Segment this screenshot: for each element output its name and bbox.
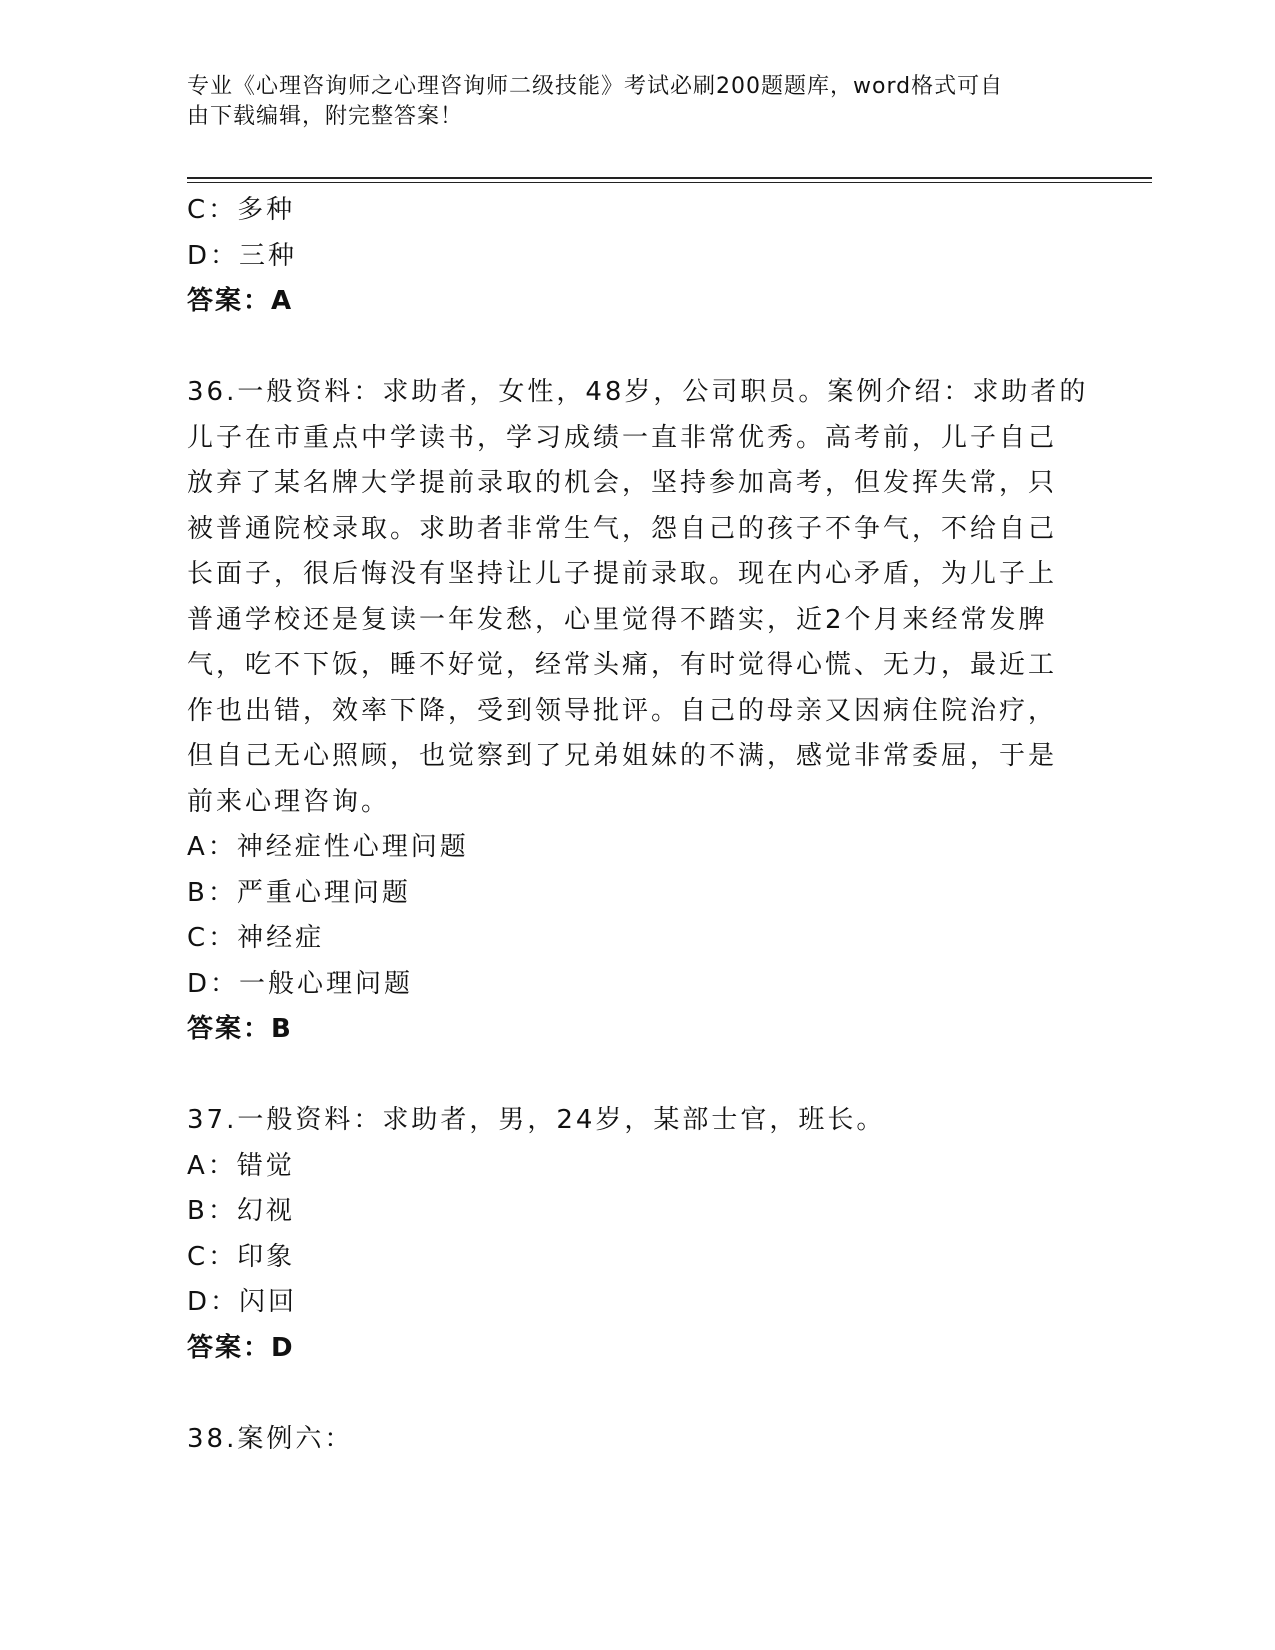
question-36	[187, 370, 1087, 1053]
header-line-1: 专业《心理咨询师之心理咨询师二级技能》考试必刷200题题库，word格式可自	[187, 74, 1004, 99]
answer-line: 答案：D	[187, 1332, 295, 1363]
option-a: A：错觉	[187, 1150, 295, 1181]
header-divider-thin	[187, 182, 1152, 183]
question-text-line: 长面子，很后悔没有坚持让儿子提前录取。现在内心矛盾，为儿子上	[187, 559, 1058, 589]
prev-question	[187, 188, 1087, 325]
option-d: D：闪回	[187, 1287, 298, 1317]
question-text-line: 儿子在市重点中学读书，学习成绩一直非常优秀。高考前，儿子自己	[187, 422, 1058, 453]
header-divider-thick	[187, 177, 1152, 179]
question-text-line: 作也出错，效率下降，受到领导批评。自己的母亲又因病住院治疗，	[187, 695, 1058, 726]
option-c: C：多种	[187, 195, 296, 225]
question-text-line: 被普通院校录取。求助者非常生气，怨自己的孩子不争气，不给自己	[187, 513, 1058, 544]
question-text-line: 放弃了某名牌大学提前录取的机会，坚持参加高考，但发挥失常，只	[187, 468, 1058, 498]
question-text-line: 38.案例六：	[187, 1423, 354, 1454]
option-b: B：严重心理问题	[187, 877, 411, 908]
header-line-2: 由下载编辑，附完整答案！	[187, 104, 464, 129]
option-d: D：一般心理问题	[187, 968, 414, 999]
question-text-line: 前来心理咨询。	[187, 786, 391, 817]
question-text-line: 36.一般资料：求助者，女性，48岁，公司职员。案例介绍：求助者的	[187, 377, 1089, 407]
option-c: C：神经症	[187, 923, 325, 953]
answer-line: 答案：A	[187, 286, 294, 316]
question-text-line: 但自己无心照顾，也觉察到了兄弟姐妹的不满，感觉非常委屈，于是	[187, 741, 1058, 771]
question-37	[187, 1098, 1087, 1371]
option-d: D：三种	[187, 240, 298, 271]
spacer	[187, 1053, 1087, 1099]
spacer	[187, 325, 1087, 371]
answer-line: 答案：B	[187, 1014, 293, 1044]
question-text-line: 37.一般资料：求助者，男，24岁，某部士官，班长。	[187, 1105, 886, 1135]
document-header	[187, 72, 1067, 132]
option-a: A：神经症性心理问题	[187, 832, 469, 862]
document-body	[187, 188, 1087, 1462]
question-38	[187, 1417, 1087, 1463]
spacer	[187, 1371, 1087, 1417]
question-text-line: 普通学校还是复读一年发愁，心里觉得不踏实，近2个月来经常发脾	[187, 604, 1048, 635]
option-b: B：幻视	[187, 1196, 295, 1226]
option-c: C：印象	[187, 1241, 296, 1272]
question-text-line: 气，吃不下饭，睡不好觉，经常头痛，有时觉得心慌、无力，最近工	[187, 650, 1058, 680]
